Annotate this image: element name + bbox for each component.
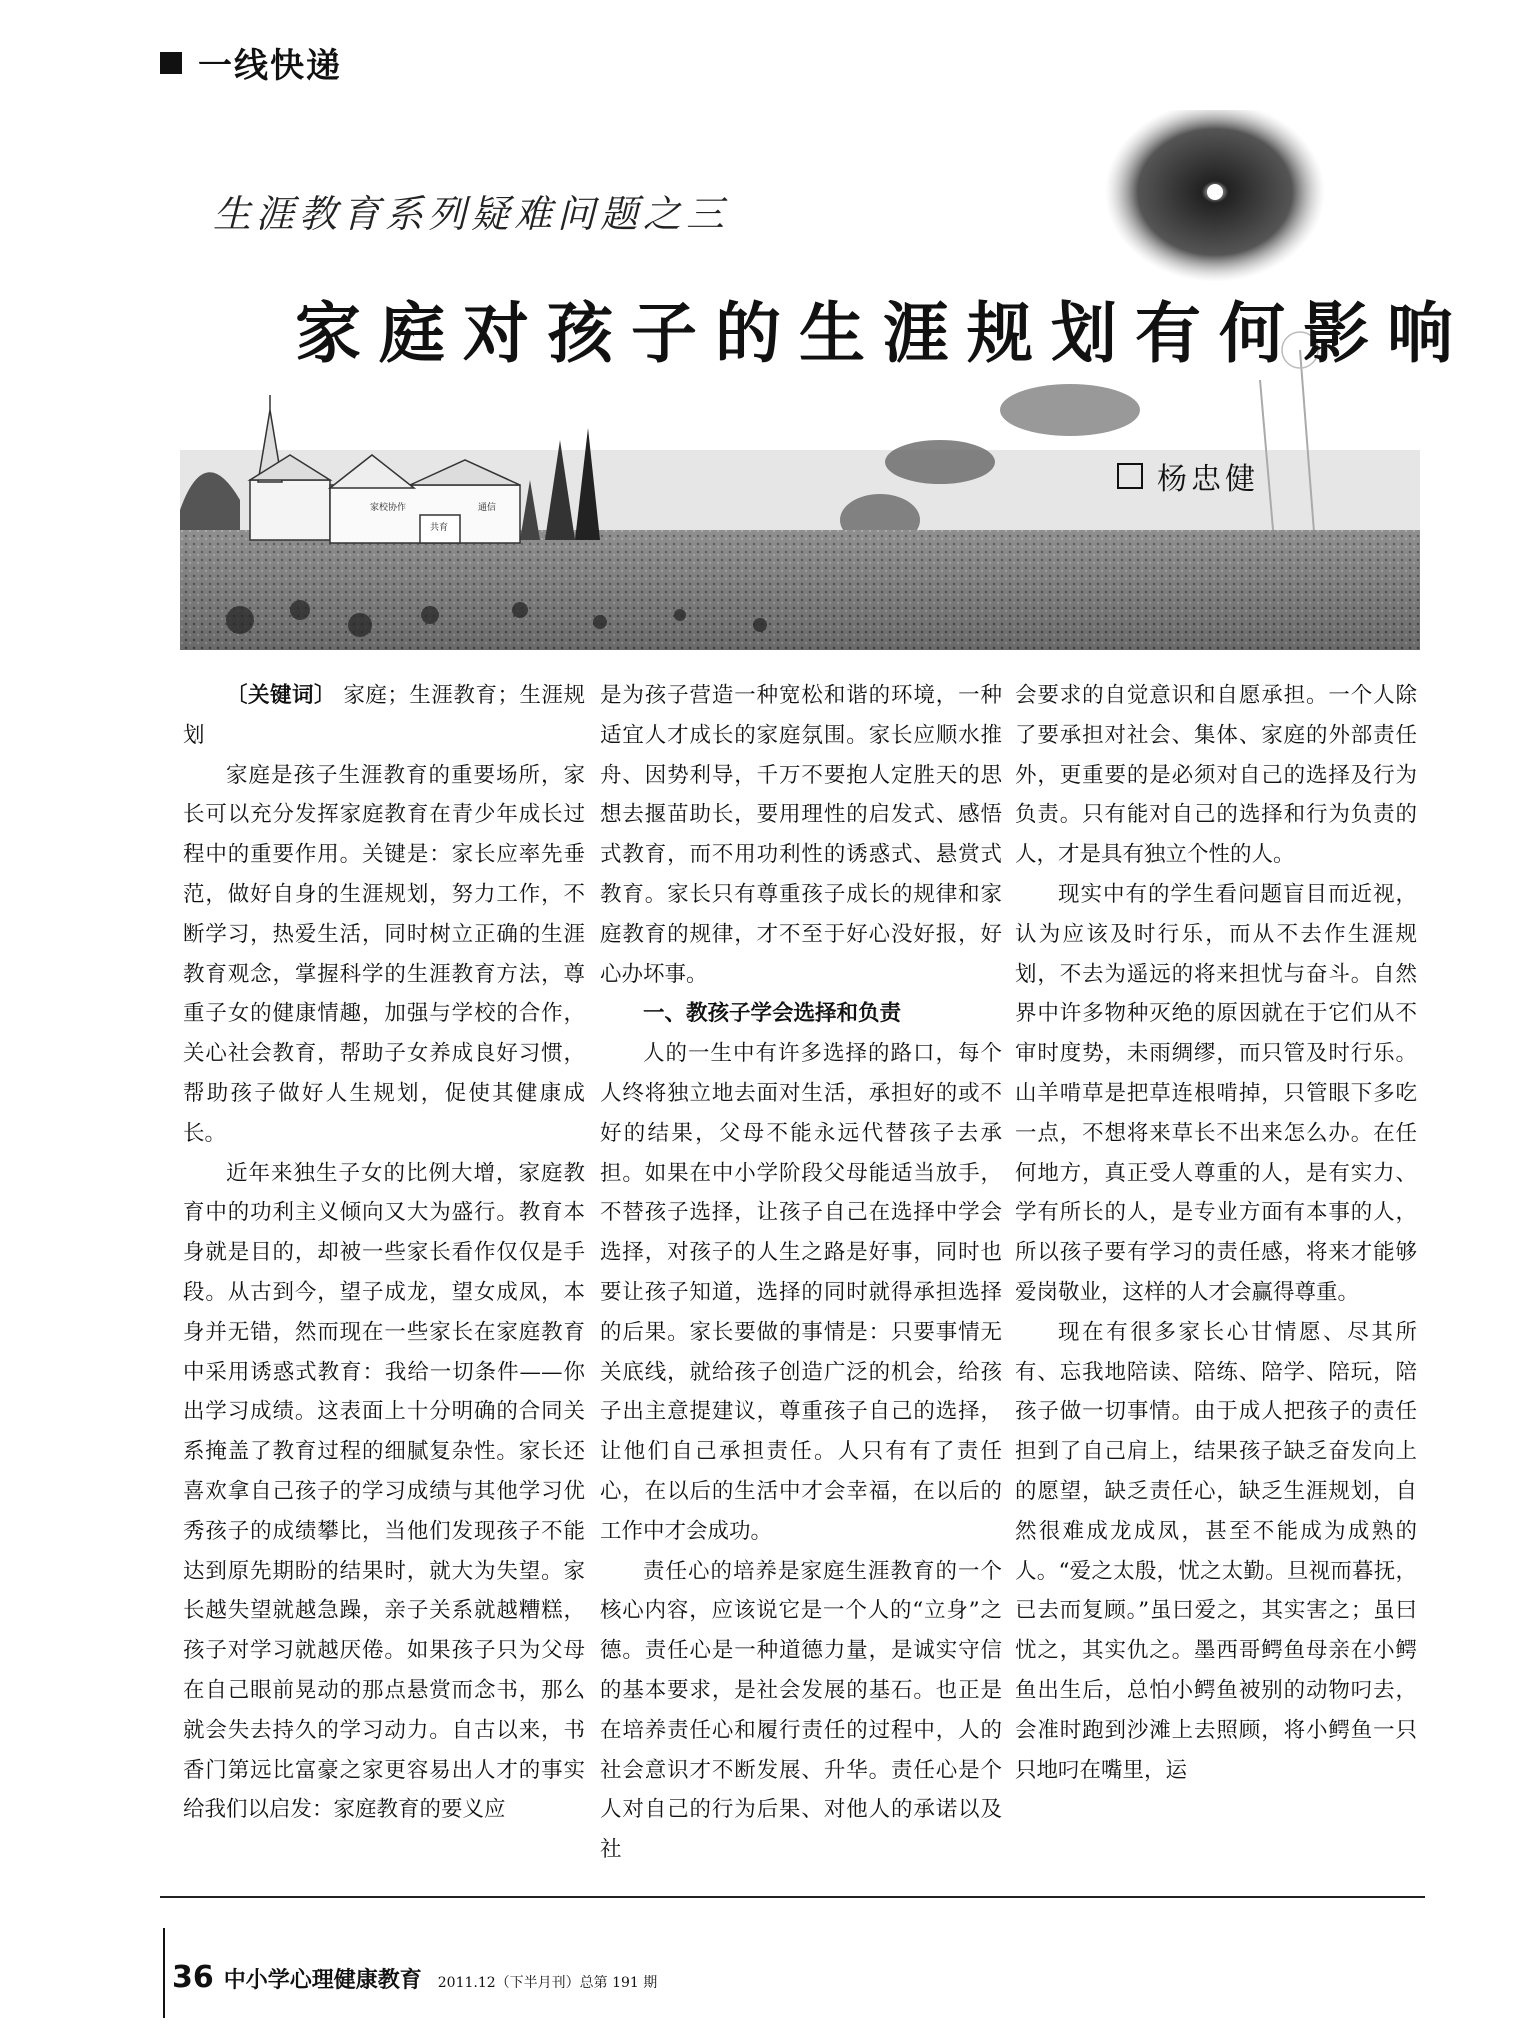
footer-rule	[160, 1896, 1425, 1898]
footer	[172, 1960, 657, 1995]
column-3	[1015, 676, 1417, 1790]
paragraph: 近年来独生子女的比例大增，家庭教育中的功利主义倾向又大为盛行。教育本身就是目的，却被一些家长看作仅仅是手段。从古到今，望子成龙，望女成凤，本身并无错，然而现在一些家长在家庭教育中采用诱惑式教育：我给一切条件——你出学习成绩。这表面上十分明确的合同关系掩盖了教育过程的细腻复杂性。家长还喜欢拿自己孩子的学习成绩与其他学习优秀孩子的成绩攀比，当他们发现孩子不能达到原先期盼的结果时，就大为失望。家长越失望就越急躁，亲子关系就越糟糕，孩子对学习就越厌倦。如果孩子只为父母在自己眼前晃动的那点悬赏而念书，那么就会失去持久的学习动力。自古以来，书香门第远比富豪之家更容易出人才的事实给我们以启发：家庭教育的要义应	[183, 1160, 585, 1823]
keywords-paragraph	[183, 676, 585, 756]
section-tag	[160, 38, 342, 87]
paragraph: 现在有很多家长心甘情愿、尽其所有、忘我地陪读、陪练、陪学、陪玩，陪孩子做一切事情。由于成人把孩子的责任担到了自己肩上，结果孩子缺乏奋发向上的愿望，缺乏责任心，缺乏生涯规划，自然很难成龙成凤，甚至不能成为成熟的人。“爱之太殷，忧之太勤。旦视而暮抚，已去而复顾。”虽曰爱之，其实害之；虽曰忧之，其实仇之。墨西哥鳄鱼母亲在小鳄鱼出生后，总怕小鳄鱼被别的动物叼去，会准时跑到沙滩上去照顾，将小鳄鱼一只只地叼在嘴里，运	[1015, 1319, 1417, 1783]
hero-sign-3: 通信	[478, 503, 497, 513]
keywords-label: 〔关键词〕	[226, 683, 337, 708]
author-line	[1117, 454, 1259, 498]
poppy-flower-icon	[1105, 110, 1325, 282]
hero-sign-1: 家校协作	[370, 503, 407, 513]
keywords-text: 家庭；生涯教育；生涯规划	[183, 683, 585, 748]
author-name: 杨忠健	[1157, 462, 1259, 497]
paragraph: 人的一生中有许多选择的路口，每个人终将独立地去面对生活，承担好的或不好的结果，父母不能永远代替孩子去承担。如果在中小学阶段父母能适当放手，不替孩子选择，让孩子自己在选择中学会选择，对孩子的人生之路是好事，同时也要让孩子知道，选择的同时就得承担选择的后果。家长要做的事情是：只要事情无关底线，就给孩子创造广泛的机会，给孩子出主意提建议，尊重孩子自己的选择，让他们自己承担责任。人只有有了责任心，在以后的生活中才会幸福，在以后的工作中才会成功。	[600, 1041, 1002, 1544]
section-square-icon	[160, 52, 182, 74]
journal-name: 中小学心理健康教育	[223, 1968, 422, 1993]
paragraph-continued: 会要求的自觉意识和自愿承担。一个人除了要承担对社会、集体、家庭的外部责任外，更重要的是必须对自己的选择及行为负责。只有能对自己的选择和行为负责的人，才是具有独立个性的人。	[1015, 683, 1417, 868]
author-box-icon	[1117, 463, 1143, 489]
paragraph: 责任心的培养是家庭生涯教育的一个核心内容，应该说它是一个人的“立身”之德。责任心是一种道德力量，是诚实守信的基本要求，是社会发展的基石。也正是在培养责任心和履行责任的过程中，人的社会意识才不断发展、升华。责任心是个人对自己的行为后果、对他人的承诺以及社	[600, 1558, 1002, 1863]
column-1	[183, 676, 585, 1830]
paragraph: 家庭是孩子生涯教育的重要场所，家长可以充分发挥家庭教育在青少年成长过程中的重要作用。关键是：家长应率先垂范，做好自身的生涯规划，努力工作，不断学习，热爱生活，同时树立正确的生涯教育观念，掌握科学的生涯教育方法，尊重子女的健康情趣，加强与学校的合作，关心社会教育，帮助子女养成良好习惯，帮助孩子做好人生规划，促使其健康成长。	[183, 762, 585, 1146]
section-heading: 一、教孩子学会选择和负责	[643, 1001, 902, 1027]
series-subtitle: 生涯教育系列疑难问题之三	[213, 192, 730, 236]
hero-sign-2: 共育	[430, 523, 449, 533]
section-label: 一线快递	[198, 46, 342, 86]
article-title: 家庭对孩子的生涯规划有何影响	[295, 295, 1471, 372]
paragraph: 现实中有的学生看问题盲目而近视，认为应该及时行乐，而从不去作生涯规划，不去为遥远的将来担忧与奋斗。自然界中许多物种灭绝的原因就在于它们从不审时度势，未雨绸缪，而只管及时行乐。山羊啃草是把草连根啃掉，只管眼下多吃一点，不想将来草长不出来怎么办。在任何地方，真正受人尊重的人，是有实力、学有所长的人，是专业方面有本事的人，所以孩子要有学习的责任感，将来才能够爱岗敬业，这样的人才会赢得尊重。	[1015, 881, 1417, 1305]
village-buildings	[250, 395, 520, 543]
paragraph-continued: 是为孩子营造一种宽松和谐的环境，一种适宜人才成长的家庭氛围。家长应顺水推舟、因势利导，千万不要抱人定胜天的思想去揠苗助长，要用理性的启发式、感悟式教育，而不用功利性的诱惑式、悬赏式教育。家长只有尊重孩子成长的规律和家庭教育的规律，才不至于好心没好报，好心办坏事。	[600, 683, 1002, 987]
issue-info: 2011.12（下半月刊）总第 191 期	[437, 1975, 658, 1991]
column-2	[600, 676, 1002, 1870]
page-number: 36	[172, 1960, 214, 1995]
footer-bar	[163, 1928, 165, 2018]
